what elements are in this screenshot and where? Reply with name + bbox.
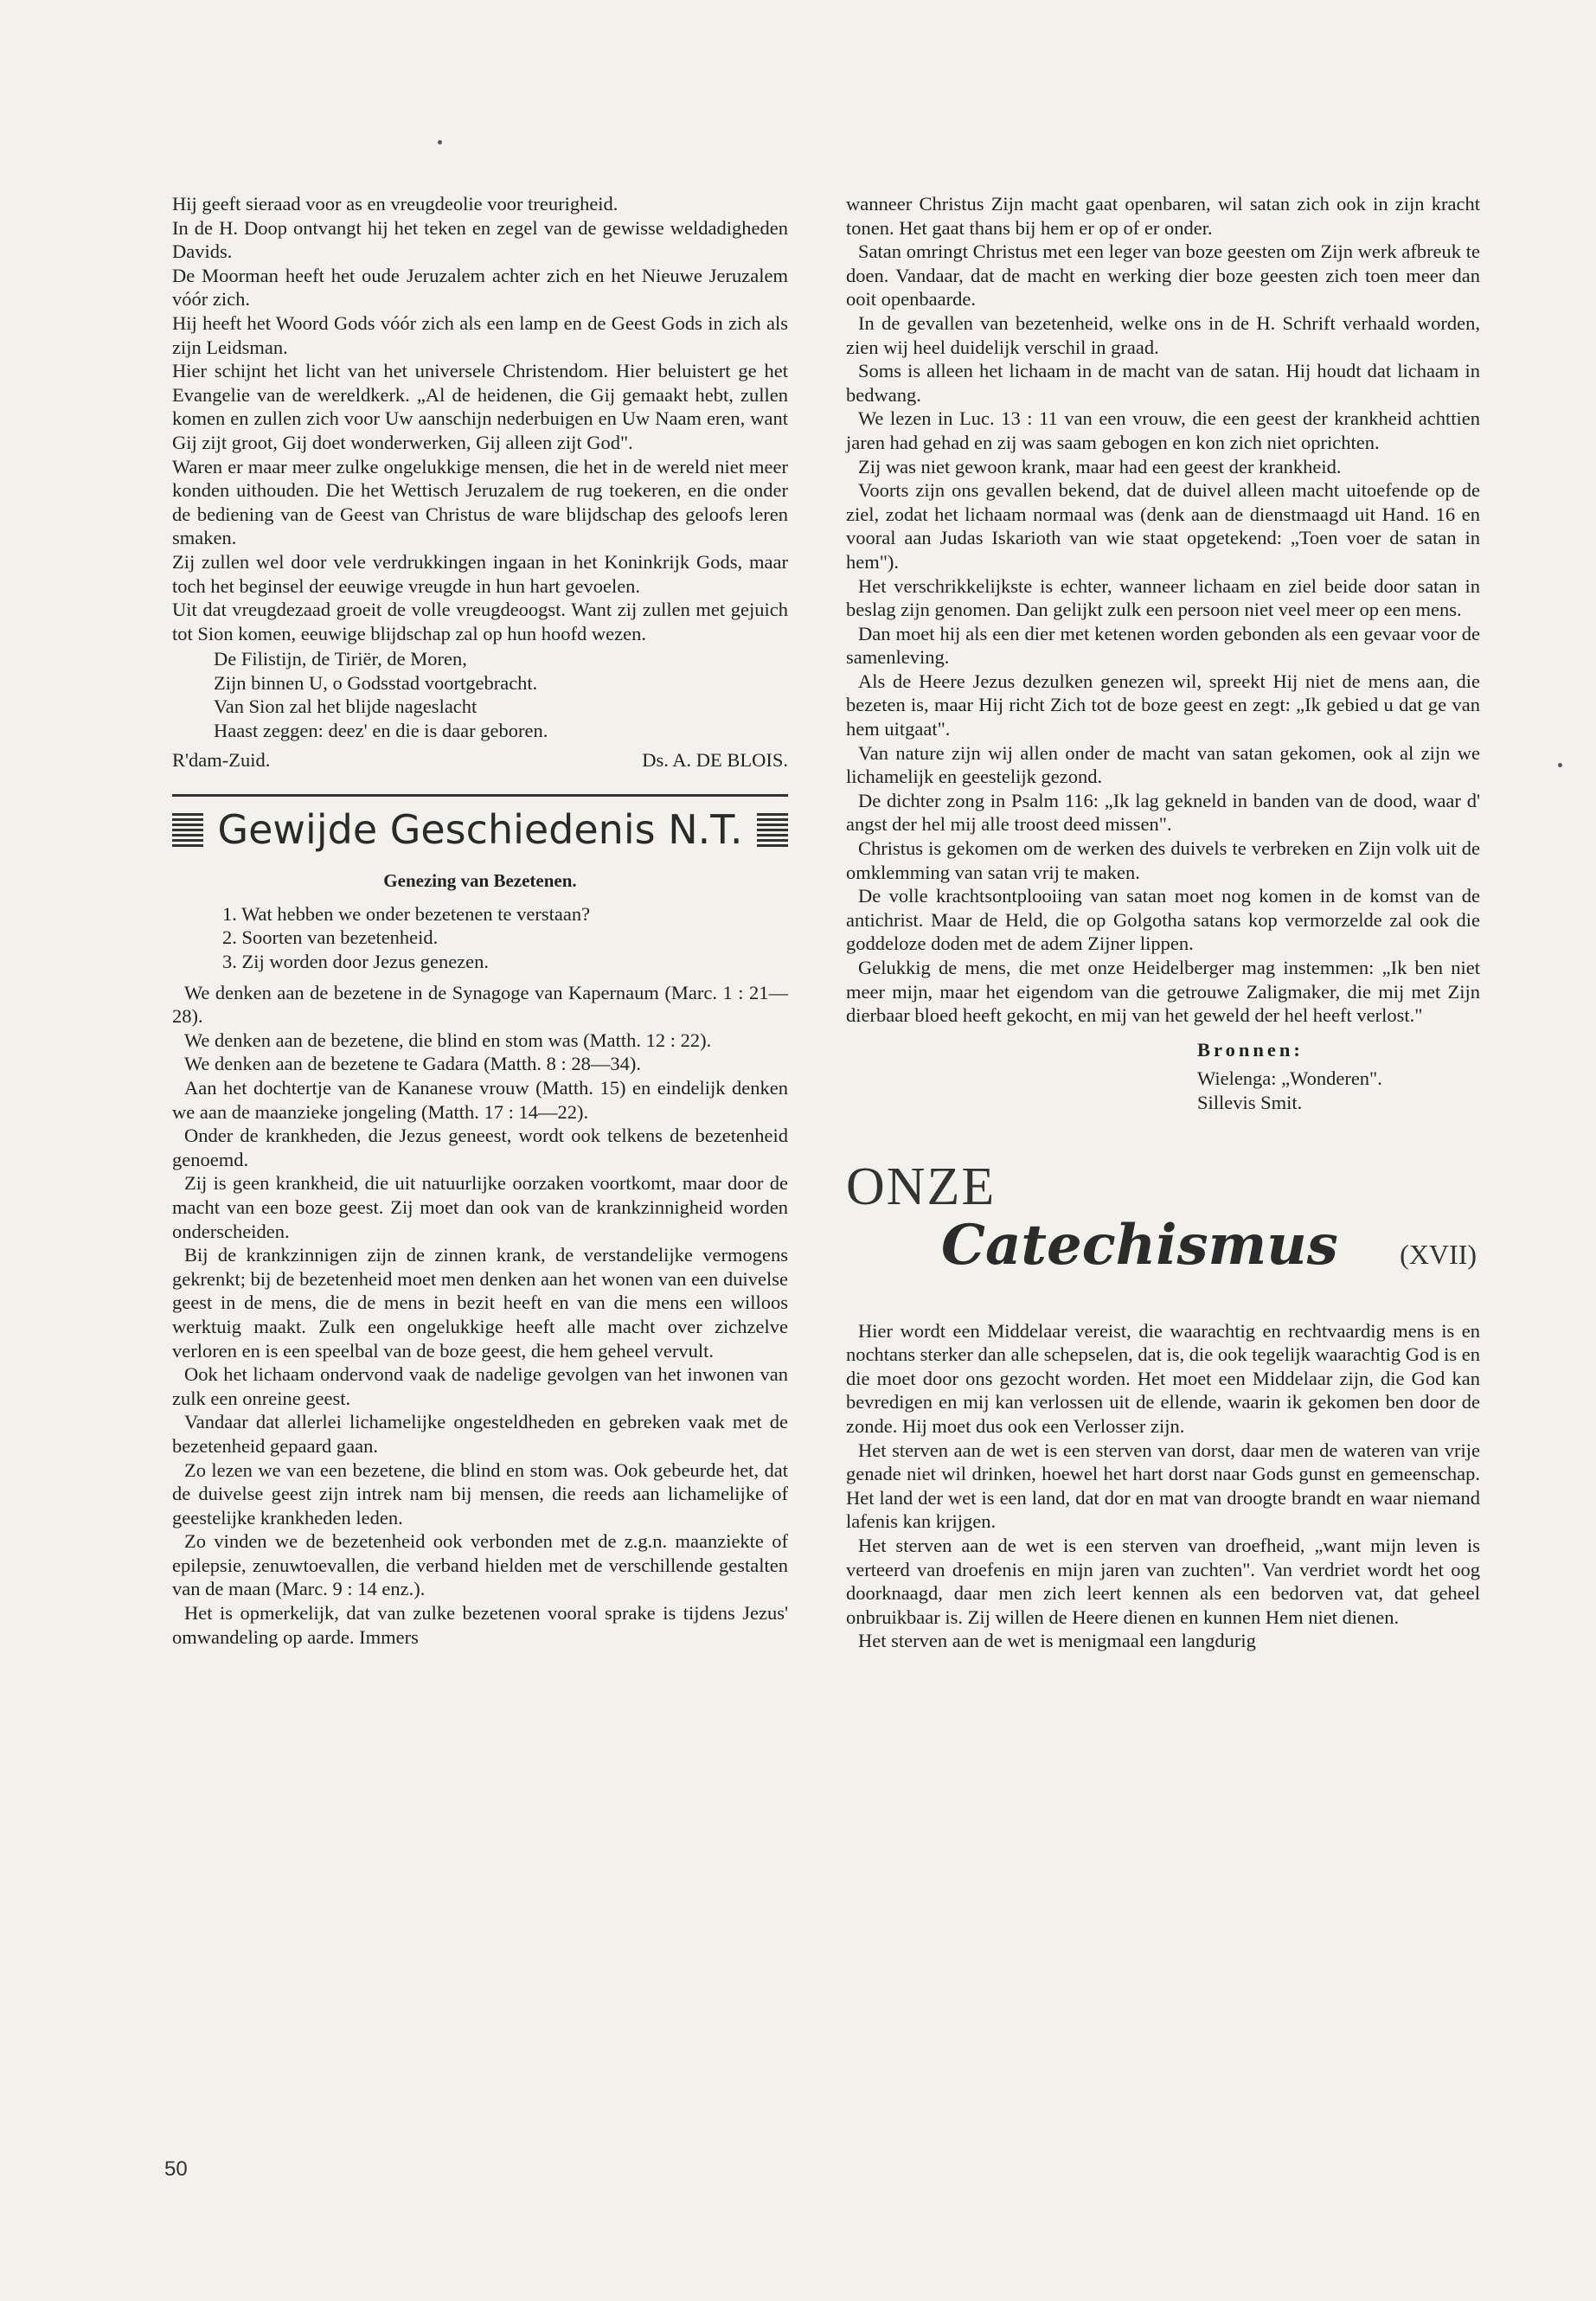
source-item: Sillevis Smit. [1197, 1091, 1303, 1113]
article-body [172, 981, 788, 1650]
signature [172, 748, 788, 772]
paragraph: wanneer Christus Zijn macht gaat openbaren, wil satan zich ook in zijn kracht tonen. Het gaat thans bij hem er op of er onder. [846, 193, 1480, 239]
page-number: 50 [164, 2157, 188, 2181]
paragraph: Ook het lichaam ondervond vaak de nadelige gevolgen van het inwonen van zulk een onreine geest. [172, 1363, 788, 1409]
right-column [846, 192, 1480, 1653]
paragraph: Bij de krankzinnigen zijn de zinnen krank, de verstandelijke vermogens gekrenkt; bij de bezetenheid moet men denken aan het wonen van een duivelse geest in de mens, die de mens in bezit heeft en van die mens een willoos werktuig maakt. Zulk een ongelukkige heeft alle macht over zichzelve verloren en is een speelbal van de boze geest, die hem geheel vervult. [172, 1244, 788, 1362]
heading-number: (XVII) [1400, 1238, 1477, 1270]
paragraph: Hij heeft het Woord Gods vóór zich als een lamp en de Geest Gods in zich als zijn Leidsman. [172, 311, 788, 358]
outline-item: 2. Soorten van bezetenheid. [222, 926, 439, 949]
paragraph: In de gevallen van bezetenheid, welke ons in de H. Schrift verhaald worden, zien wij heel duidelijk verschil in graad. [846, 311, 1480, 358]
outline-item: 1. Wat hebben we onder bezetenen te verstaan? [222, 902, 591, 925]
sources-block [1197, 1038, 1480, 1115]
section-heading [172, 805, 788, 854]
sources-label: Bronnen: [1197, 1038, 1304, 1061]
poem-line: Haast zeggen: deez' en die is daar geboren. [214, 720, 548, 742]
paragraph: De Moorman heeft het oude Jeruzalem achter zich en het Nieuwe Jeruzalem vóór zich. [172, 264, 788, 311]
outline-list [222, 902, 788, 974]
signature-place: R'dam-Zuid. [172, 748, 271, 771]
source-item: Wielenga: „Wonderen". [1197, 1067, 1382, 1090]
section-title-text: Gewijde Geschiedenis N.T. [217, 806, 743, 854]
paragraph: Satan omringt Christus met een leger van boze geesten om Zijn werk afbreuk te doen. Vandaar, dat de macht en werking dier boze geesten zich toen meer dan ooit openbaarde. [846, 240, 1480, 311]
paragraph: Onder de krankheden, die Jezus geneest, wordt ook telkens de bezetenheid genoemd. [172, 1125, 788, 1170]
paragraph: Zij was niet gewoon krank, maar had een geest der krankheid. [858, 455, 1342, 478]
paragraph: Het sterven aan de wet is een sterven van droefheid, „want mijn leven is verteerd van droefenis en mijn jaren van zuchten". Van verdriet wordt het oog doorknaagd, daar men zich leert kennen als een bedorven vat, dat geheel onbruikbaar is. Zij willen de Heere dienen en kunnen Hem niet dienen. [846, 1534, 1480, 1628]
paragraph: Hier schijnt het licht van het universele Christendom. Hier beluistert ge het Evangelie van de wereldkerk. „Al de heidenen, die Gij gemaakt hebt, zullen komen en zullen zich voor Uw aanschijn nederbuigen en Uw Naam eren, want Gij zijt groot, Gij doet wonderwerken, Gij alleen zijt God". [172, 360, 788, 453]
outline-item: 3. Zij worden door Jezus genezen. [222, 951, 490, 973]
paragraph: We denken aan de bezetene te Gadara (Matth. 8 : 28—34). [184, 1053, 641, 1075]
paragraph: Hij geeft sieraad voor as en vreugdeolie voor treurigheid. [172, 193, 619, 215]
paragraph: We denken aan de bezetene in de Synagoge van Kapernaum (Marc. 1 : 21—28). [172, 981, 788, 1028]
paragraph: Dan moet hij als een dier met ketenen worden gebonden als een gevaar voor de samenleving. [846, 622, 1480, 669]
poem-line: Van Sion zal het blijde nageslacht [214, 695, 478, 718]
paragraph: In de H. Doop ontvangt hij het teken en zegel van de gewisse weldadigheden Davids. [172, 216, 788, 263]
hatch-ornament-icon [172, 812, 203, 847]
heading-word: ONZE [846, 1157, 997, 1216]
paragraph: Uit dat vreugdezaad groeit de volle vreugdeoogst. Want zij zullen met gejuich tot Sion komen, eeuwige blijdschap zal op hun hoofd wezen. [172, 599, 788, 644]
paragraph: Het verschrikkelijkste is echter, wanneer lichaam en ziel beide door satan in beslag zijn genomen. Dan gelijkt zulk een persoon niet veel meer op een mens. [846, 574, 1480, 621]
speck-mark [1558, 763, 1562, 767]
signature-author: Ds. A. DE BLOIS. [642, 748, 788, 771]
section-divider [172, 794, 788, 797]
paragraph: We lezen in Luc. 13 : 11 van een vrouw, die een geest der krankheid achttien jaren had gehad en zij was saam gebogen en kon zich niet oprichten. [846, 407, 1480, 453]
hatch-ornament-icon [757, 812, 788, 847]
paragraph: Zij zullen wel door vele verdrukkingen ingaan in het Koninkrijk Gods, maar toch het beginsel der eeuwige vreugde in hun hart gevoelen. [172, 550, 788, 597]
heading-script: Catechismus [941, 1212, 1338, 1278]
article-continuation [846, 192, 1480, 1028]
catechism-body [846, 1319, 1480, 1653]
paragraph: Zo lezen we van een bezetene, die blind en stom was. Ook gebeurde het, dat de duivelse geest zijn intrek nam bij mensen, die reeds aan lichamelijke of geestelijke krankheden leden. [172, 1458, 788, 1529]
paragraph: Van nature zijn wij allen onder de macht van satan gekomen, ook al zijn we lichamelijk en geestelijk gezond. [846, 741, 1480, 788]
paragraph: Het is opmerkelijk, dat van zulke bezetenen vooral sprake is tijdens Jezus' omwandeling op aarde. Immers [172, 1602, 788, 1648]
intro-text [172, 192, 788, 645]
paragraph: Als de Heere Jezus dezulken genezen wil, spreekt Hij niet de mens aan, die bezeten is, maar Hij richt Zich tot de boze geest en zegt: „Ik gebied u dat ge van hem uitgaat". [846, 670, 1480, 740]
left-column [172, 192, 788, 1649]
catechism-heading [846, 1157, 1480, 1290]
poem-line: Zijn binnen U, o Godsstad voortgebracht. [214, 671, 538, 694]
subsection-title: Genezing van Bezetenen. [383, 870, 577, 892]
paragraph: Aan het dochtertje van de Kananese vrouw (Matth. 15) en eindelijk denken we aan de maanzieke jongeling (Matth. 17 : 14—22). [172, 1077, 788, 1123]
paragraph: Hier wordt een Middelaar vereist, die waarachtig en rechtvaardig mens is en nochtans sterker dan alle schepselen, dat is, die ook tegelijk waarachtig God is en die moet door ons gezocht worden. Het moet een Middelaar zijn, die God kan bevredigen en mij kan verlossen uit de ellende, waarin ik gekomen ben door de zonde. Hij moet dus ook een Verlosser zijn. [846, 1319, 1480, 1437]
paragraph: Zo vinden we de bezetenheid ook verbonden met de z.g.n. maanziekte of epilepsie, zenuwtoevallen, die verband hielden met de verschillende gestalten van de maan (Marc. 9 : 14 enz.). [172, 1530, 788, 1600]
paragraph: Zij is geen krankheid, die uit natuurlijke oorzaken voortkomt, maar door de macht van een boze geest. Zij moet dan ook van de krankzinnigheid worden onderscheiden. [172, 1172, 788, 1242]
paragraph: Voorts zijn ons gevallen bekend, dat de duivel alleen macht uitoefende op de ziel, zodat het lichaam normaal was (denk aan de dienstmaagd uit Hand. 16 en vooral aan Judas Iskarioth van wie staat opgetekend: „Toen voer de satan in hem"). [846, 479, 1480, 573]
paragraph: De volle krachtsontplooiing van satan moet nog komen in de komst van de antichrist. Maar de Held, die op Golgotha satans kop vermorzelde zal ook die goddeloze doden met de adem Zijner lippen. [846, 885, 1480, 955]
paragraph: Christus is gekomen om de werken des duivels te verbreken en Zijn volk uit de omklemming van satan vrij te maken. [846, 837, 1480, 883]
paragraph: Het sterven aan de wet is menigmaal een langdurig [858, 1630, 1256, 1652]
paragraph: De dichter zong in Psalm 116: „Ik lag gekneld in banden van de dood, waar d' angst der hel mij alle troost deed missen". [846, 789, 1480, 836]
paragraph: Waren er maar meer zulke ongelukkige mensen, die het in de wereld niet meer konden uithouden. Die het Wettisch Jeruzalem de rug toekeren, en die onder de bediening van de Geest van Christus de ware blijdschap des geloofs leren smaken. [172, 455, 788, 549]
paragraph: Gelukkig de mens, die met onze Heidelberger mag instemmen: „Ik ben niet meer mijn, maar het eigendom van die getrouwe Zaligmaker, die mij met Zijn dierbaar bloed heeft gekocht, en mij van het geweld der hel heeft verlost." [846, 957, 1480, 1027]
paragraph: We denken aan de bezetene, die blind en stom was (Matth. 12 : 22). [184, 1029, 712, 1051]
paragraph: Soms is alleen het lichaam in de macht van de satan. Hij houdt dat lichaam in bedwang. [846, 360, 1480, 406]
paragraph: Vandaar dat allerlei lichamelijke ongesteldheden en gebreken vaak met de bezetenheid gepaard gaan. [172, 1411, 788, 1457]
poem-line: De Filistijn, de Tiriër, de Moren, [214, 648, 467, 670]
poem-verse [214, 647, 788, 742]
speck-mark [438, 140, 442, 144]
paragraph: Het sterven aan de wet is een sterven van dorst, daar men de wateren van vrije genade niet wil drinken, hoewel het hart dorst naar Gods gunst en gemeenschap. Het land der wet is een land, dat dor en mat van droogte brandt en waar niemand lafenis kan krijgen. [846, 1439, 1480, 1533]
